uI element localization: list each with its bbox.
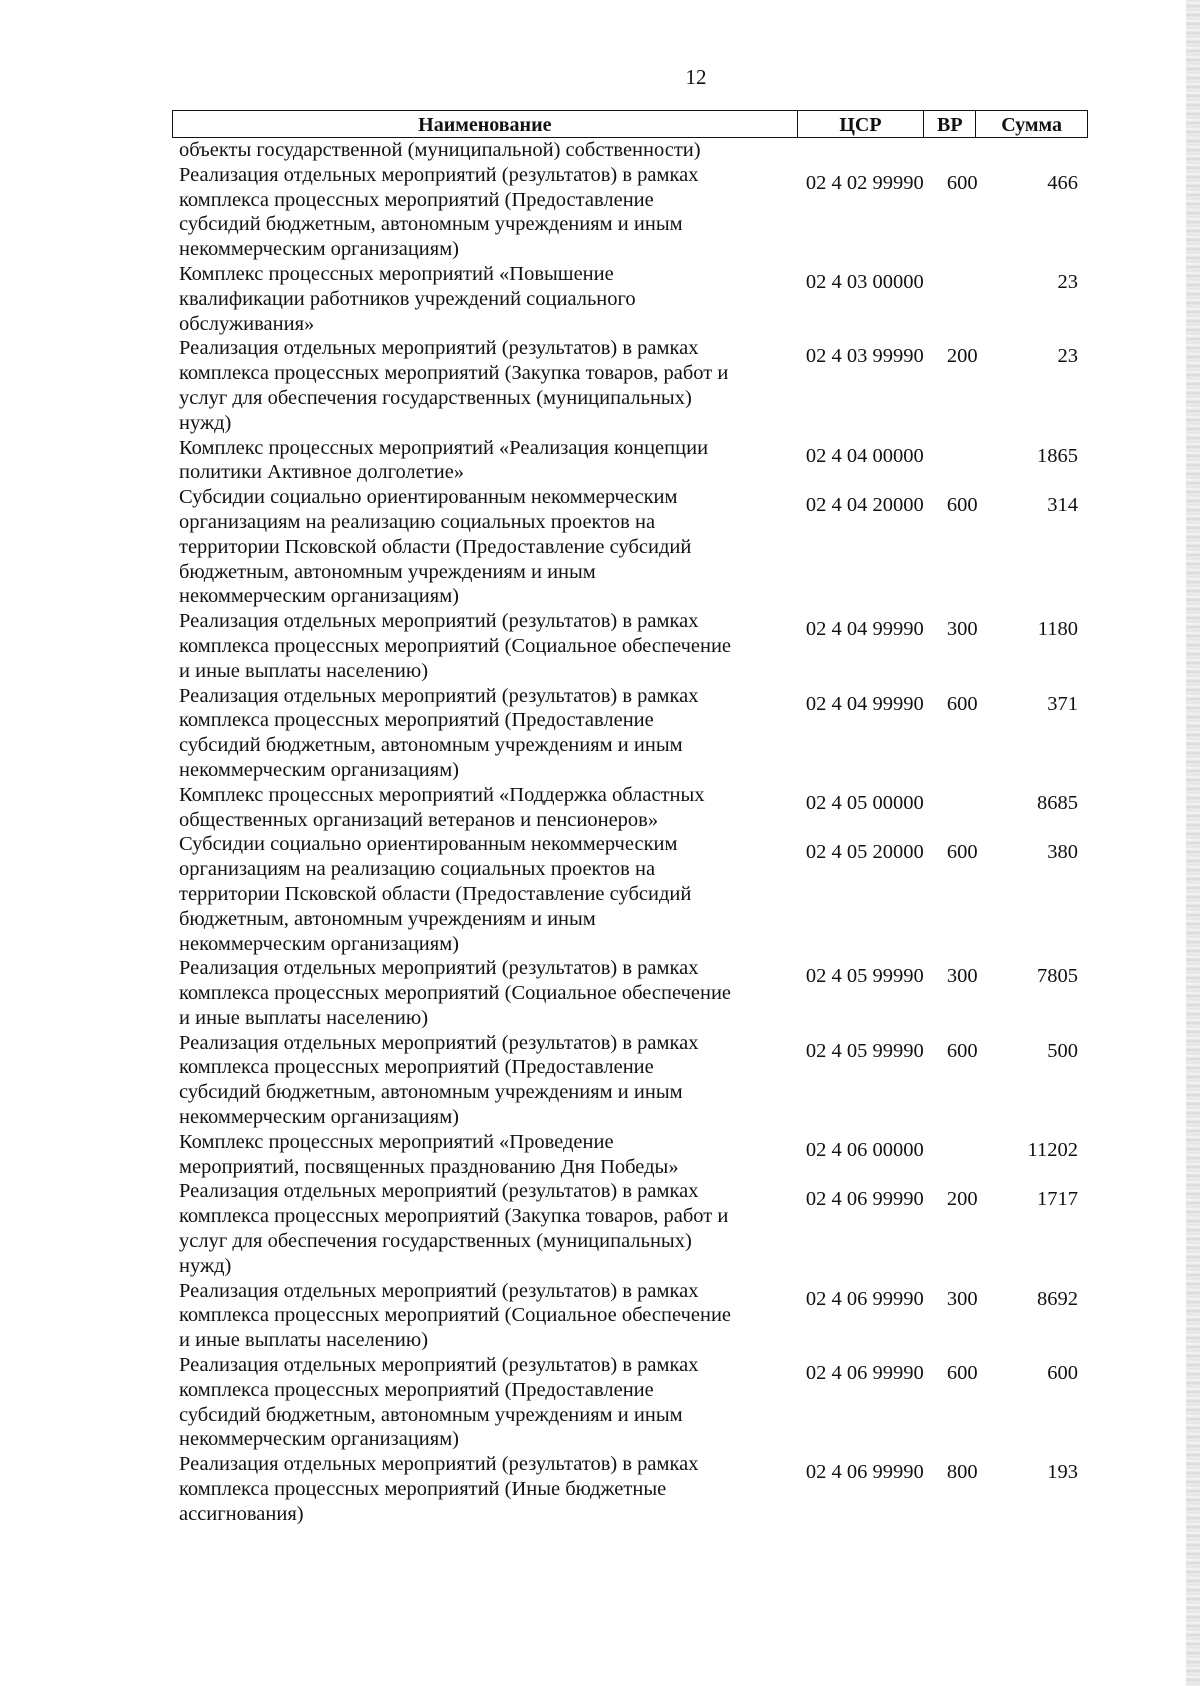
row-name-line: общественных организаций ветеранов и пенсионеров» — [179, 808, 659, 831]
table-row — [172, 956, 1088, 1030]
row-name-line: субсидий бюджетным, автономным учреждениям и иным — [179, 734, 683, 757]
row-csr: 02 4 06 99990 — [805, 1287, 924, 1310]
row-name-line: нужд) — [179, 1254, 232, 1277]
row-sum: 380 — [1047, 841, 1078, 864]
row-sum: 1865 — [1037, 444, 1078, 467]
row-name-line: комплекса процессных мероприятий (Закупка товаров, работ и — [179, 362, 729, 385]
row-name-line: территории Псковской области (Предоставление субсидий — [179, 882, 692, 905]
table-row — [172, 783, 1088, 833]
row-vr: 300 — [946, 965, 978, 988]
row-csr: 02 4 05 99990 — [805, 965, 924, 988]
table-header — [172, 110, 1088, 138]
row-name-line: комплекса процессных мероприятий (Социальное обеспечение — [179, 634, 732, 657]
table-row — [172, 485, 1088, 609]
row-name-line: нужд) — [179, 411, 232, 434]
row-vr: 200 — [946, 1188, 978, 1211]
row-name-line: комплекса процессных мероприятий (Социальное обеспечение — [179, 982, 732, 1005]
row-name-line: Реализация отдельных мероприятий (результатов) в рамках — [179, 957, 699, 980]
row-name-line: организациям на реализацию социальных проектов на — [179, 510, 656, 533]
row-vr: 600 — [946, 1362, 978, 1385]
row-vr: 200 — [946, 345, 978, 368]
table-row — [172, 684, 1088, 783]
row-name-line: услуг для обеспечения государственных (муниципальных) — [179, 1230, 692, 1253]
row-name — [172, 1179, 794, 1278]
row-name — [172, 832, 794, 956]
row-sum: 1717 — [1037, 1188, 1078, 1211]
row-name-line: квалификации работников учреждений социального — [179, 287, 636, 310]
table-row — [172, 1279, 1088, 1353]
row-csr: 02 4 04 99990 — [805, 692, 924, 715]
table-row — [172, 436, 1088, 486]
row-csr: 02 4 03 99990 — [805, 345, 924, 368]
row-name-line: Реализация отдельных мероприятий (результатов) в рамках — [179, 163, 699, 186]
row-csr: 02 4 05 20000 — [805, 841, 924, 864]
row-vr: 800 — [946, 1461, 978, 1484]
row-name-line: некоммерческим организациям) — [179, 932, 459, 955]
row-csr: 02 4 06 00000 — [805, 1138, 924, 1161]
row-vr — [943, 436, 999, 444]
row-name — [172, 1279, 794, 1353]
row-vr: 600 — [946, 841, 978, 864]
row-name-line: комплекса процессных мероприятий (Социальное обеспечение — [179, 1304, 732, 1327]
table-row — [172, 1031, 1088, 1130]
row-name-line: некоммерческим организациям) — [179, 238, 459, 261]
row-name-line: бюджетным, автономным учреждениям и иным — [179, 560, 596, 583]
row-sum: 466 — [1047, 171, 1078, 194]
row-sum: 11202 — [1027, 1138, 1078, 1161]
row-name-line: мероприятий, посвященных празднованию Дня Победы» — [179, 1155, 679, 1178]
row-vr: 600 — [946, 494, 978, 517]
row-name — [172, 163, 794, 262]
row-name — [172, 336, 794, 435]
row-name-line: услуг для обеспечения государственных (муниципальных) — [179, 386, 692, 409]
row-name-line: некоммерческим организациям) — [179, 1106, 459, 1129]
table-row — [172, 1452, 1088, 1526]
row-name-line: комплекса процессных мероприятий (Иные бюджетные — [179, 1478, 667, 1501]
row-csr: 02 4 05 99990 — [805, 1039, 924, 1062]
row-name-line: некоммерческим организациям) — [179, 585, 459, 608]
row-name-line: Комплекс процессных мероприятий «Поддержка областных — [179, 783, 705, 806]
scan-edge — [1186, 0, 1200, 1686]
row-vr: 300 — [946, 618, 978, 641]
row-sum: 314 — [1047, 494, 1078, 517]
row-name-line: Реализация отдельных мероприятий (результатов) в рамках — [179, 1279, 699, 1302]
row-sum: 371 — [1047, 692, 1078, 715]
row-vr: 600 — [946, 692, 978, 715]
row-name-line: и иные выплаты населению) — [179, 659, 429, 682]
row-sum: 23 — [1057, 345, 1078, 368]
row-name-line: Реализация отдельных мероприятий (результатов) в рамках — [179, 337, 699, 360]
header-vr: ВР — [924, 111, 976, 137]
row-csr: 02 4 06 99990 — [805, 1188, 924, 1211]
row-name-line: ассигнования) — [179, 1502, 304, 1525]
row-name-line: бюджетным, автономным учреждениям и иным — [179, 907, 596, 930]
table-row — [172, 262, 1088, 336]
header-sum: Сумма — [1001, 114, 1062, 136]
row-vr — [943, 783, 999, 791]
row-name-line: Реализация отдельных мероприятий (результатов) в рамках — [179, 684, 699, 707]
header-name: Наименование — [173, 111, 798, 137]
row-name-line: комплекса процессных мероприятий (Предоставление — [179, 1056, 654, 1079]
row-csr: 02 4 04 00000 — [805, 444, 924, 467]
row-name — [172, 783, 794, 833]
row-sum: 600 — [1047, 1362, 1078, 1385]
row-name-line: Субсидии социально ориентированным некоммерческим — [179, 833, 678, 856]
row-csr: 02 4 05 00000 — [805, 791, 924, 814]
table-row — [172, 163, 1088, 262]
table-row — [172, 832, 1088, 956]
row-name-line: некоммерческим организациям) — [179, 1428, 459, 1451]
row-name-line: комплекса процессных мероприятий (Предоставление — [179, 188, 654, 211]
row-name — [172, 1452, 794, 1526]
row-name-line: Комплекс процессных мероприятий «Проведение — [179, 1130, 614, 1153]
row-name — [172, 138, 794, 163]
row-sum: 8685 — [1037, 791, 1078, 814]
row-name — [172, 609, 794, 683]
row-name-line: и иные выплаты населению) — [179, 1329, 429, 1352]
row-name-line: Реализация отдельных мероприятий (результатов) в рамках — [179, 1031, 699, 1054]
table-row — [172, 138, 1088, 163]
row-name-line: Реализация отдельных мероприятий (результатов) в рамках — [179, 610, 699, 633]
row-sum: 500 — [1047, 1039, 1078, 1062]
row-name-line: объекты государственной (муниципальной) собственности) — [179, 139, 701, 161]
row-csr: 02 4 06 99990 — [805, 1461, 924, 1484]
row-name-line: Комплекс процессных мероприятий «Повышение — [179, 262, 614, 285]
row-name-line: Реализация отдельных мероприятий (результатов) в рамках — [179, 1453, 699, 1476]
row-name-line: обслуживания» — [179, 312, 315, 335]
row-name-line: некоммерческим организациям) — [179, 758, 459, 781]
table-row — [172, 609, 1088, 683]
header-csr: ЦСР — [798, 111, 925, 137]
row-name — [172, 1353, 794, 1452]
row-name — [172, 956, 794, 1030]
row-name-line: комплекса процессных мероприятий (Закупка товаров, работ и — [179, 1205, 729, 1228]
row-name-line: организациям на реализацию социальных проектов на — [179, 858, 656, 881]
table-row — [172, 336, 1088, 435]
row-sum: 23 — [1057, 270, 1078, 293]
table-row — [172, 1353, 1088, 1452]
row-sum: 1180 — [1037, 618, 1078, 641]
row-name-line: Реализация отдельных мероприятий (результатов) в рамках — [179, 1354, 699, 1377]
row-sum: 8692 — [1037, 1287, 1078, 1310]
row-name-line: субсидий бюджетным, автономным учреждениям и иным — [179, 213, 683, 236]
table-body — [172, 138, 1088, 1527]
row-name — [172, 1130, 794, 1180]
row-name-line: Комплекс процессных мероприятий «Реализация концепции — [179, 436, 709, 459]
row-name — [172, 1031, 794, 1130]
row-csr: 02 4 06 99990 — [805, 1362, 924, 1385]
row-name-line: субсидий бюджетным, автономным учреждениям и иным — [179, 1081, 683, 1104]
row-name-line: субсидий бюджетным, автономным учреждениям и иным — [179, 1403, 683, 1426]
row-sum: 7805 — [1037, 965, 1078, 988]
table-row — [172, 1179, 1088, 1278]
row-name — [172, 262, 794, 336]
row-name-line: и иные выплаты населению) — [179, 1006, 429, 1029]
row-name-line: Реализация отдельных мероприятий (результатов) в рамках — [179, 1180, 699, 1203]
row-vr: 600 — [946, 171, 978, 194]
row-name-line: комплекса процессных мероприятий (Предоставление — [179, 1378, 654, 1401]
row-csr: 02 4 04 20000 — [805, 494, 924, 517]
row-name-line: Субсидии социально ориентированным некоммерческим — [179, 486, 678, 509]
row-name-line: политики Активное долголетие» — [179, 461, 465, 484]
row-vr — [943, 1130, 999, 1138]
row-csr: 02 4 03 00000 — [805, 270, 924, 293]
row-sum: 193 — [1047, 1461, 1078, 1484]
row-vr: 600 — [946, 1039, 978, 1062]
page-number: 12 — [685, 65, 707, 89]
row-vr: 300 — [946, 1287, 978, 1310]
row-name — [172, 485, 794, 609]
row-name-line: комплекса процессных мероприятий (Предоставление — [179, 709, 654, 732]
row-name — [172, 436, 794, 486]
row-vr — [943, 262, 999, 270]
row-csr: 02 4 04 99990 — [805, 618, 924, 641]
row-csr: 02 4 02 99990 — [805, 171, 924, 194]
row-name-line: территории Псковской области (Предоставление субсидий — [179, 535, 692, 558]
table-row — [172, 1130, 1088, 1180]
row-name — [172, 684, 794, 783]
